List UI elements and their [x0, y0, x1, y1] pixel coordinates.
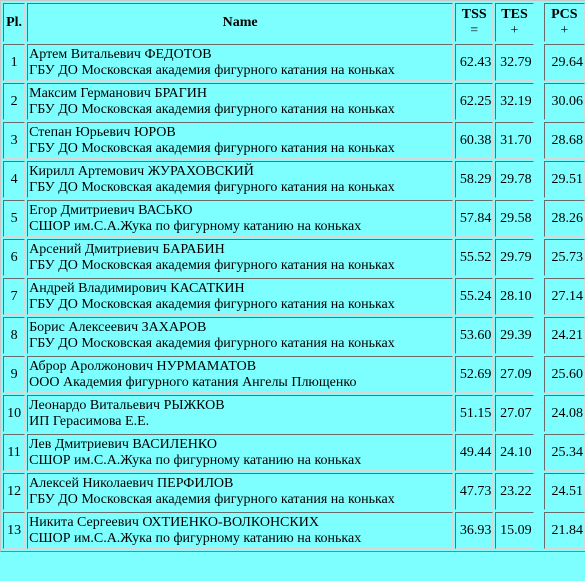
tss-cell: 36.93	[455, 512, 493, 549]
skater-cell	[27, 200, 453, 237]
column-gap	[536, 122, 542, 159]
skater-club: ГБУ ДО Московская академия фигурного катания на коньках	[29, 62, 395, 78]
table-row	[3, 512, 585, 549]
pcs-cell: 28.26	[544, 200, 585, 237]
tss-cell: 49.44	[455, 434, 493, 471]
skater-club: ГБУ ДО Московская академия фигурного катания на коньках	[29, 296, 395, 312]
tes-cell: 29.39	[495, 317, 533, 354]
skater-name: Андрей Владимирович КАСАТКИН	[29, 280, 245, 296]
tss-cell: 57.84	[455, 200, 493, 237]
tss-cell: 62.43	[455, 44, 493, 81]
header-tes-label: TES	[501, 6, 528, 22]
place-cell: 7	[3, 278, 25, 315]
pcs-cell: 25.60	[544, 356, 585, 393]
place-cell: 12	[3, 473, 25, 510]
column-gap	[536, 278, 542, 315]
tes-cell: 27.09	[495, 356, 533, 393]
tes-cell: 24.10	[495, 434, 533, 471]
table-row	[3, 356, 585, 393]
place-cell: 3	[3, 122, 25, 159]
skater-name: Никита Сергеевич ОХТИЕНКО-ВОЛКОНСКИХ	[29, 514, 319, 530]
column-gap	[536, 317, 542, 354]
tes-cell: 15.09	[495, 512, 533, 549]
header-name: Name	[27, 3, 453, 42]
skater-cell	[27, 395, 453, 432]
tss-cell: 58.29	[455, 161, 493, 198]
header-tes	[495, 3, 533, 42]
tss-cell: 51.15	[455, 395, 493, 432]
skater-cell	[27, 161, 453, 198]
skater-club: ГБУ ДО Московская академия фигурного катания на коньках	[29, 491, 395, 507]
header-pcs-sign: +	[560, 22, 569, 38]
skater-cell	[27, 356, 453, 393]
place-cell: 8	[3, 317, 25, 354]
table-row	[3, 395, 585, 432]
skater-cell	[27, 44, 453, 81]
tss-cell: 52.69	[455, 356, 493, 393]
tes-cell: 29.78	[495, 161, 533, 198]
tss-cell: 53.60	[455, 317, 493, 354]
tss-cell: 47.73	[455, 473, 493, 510]
table-row	[3, 278, 585, 315]
skater-club: СШОР им.С.А.Жука по фигурному катанию на коньках	[29, 452, 362, 468]
pcs-cell: 25.73	[544, 239, 585, 276]
pcs-cell: 24.21	[544, 317, 585, 354]
skater-cell	[27, 512, 453, 549]
header-tss-label: TSS	[461, 6, 487, 22]
place-cell: 9	[3, 356, 25, 393]
column-gap	[536, 200, 542, 237]
skater-club: ГБУ ДО Московская академия фигурного катания на коньках	[29, 179, 395, 195]
pcs-cell: 28.68	[544, 122, 585, 159]
header-pcs-label: PCS	[551, 6, 578, 22]
pcs-cell: 24.08	[544, 395, 585, 432]
header-tss	[455, 3, 493, 42]
tes-cell: 31.70	[495, 122, 533, 159]
column-gap	[536, 512, 542, 549]
tss-cell: 55.52	[455, 239, 493, 276]
pcs-cell: 29.51	[544, 161, 585, 198]
tss-cell: 62.25	[455, 83, 493, 120]
skater-club: ГБУ ДО Московская академия фигурного катания на коньках	[29, 335, 395, 351]
tes-cell: 29.79	[495, 239, 533, 276]
skater-club: ГБУ ДО Московская академия фигурного катания на коньках	[29, 101, 395, 117]
skater-name: Лев Дмитриевич ВАСИЛЕНКО	[29, 436, 217, 452]
skater-name: Егор Дмитриевич ВАСЬКО	[29, 202, 193, 218]
skater-name: Леонардо Витальевич РЫЖКОВ	[29, 397, 225, 413]
skater-name: Аброр Аролжонович НУРМАМАТОВ	[29, 358, 257, 374]
column-gap	[536, 395, 542, 432]
table-row	[3, 239, 585, 276]
table-row	[3, 200, 585, 237]
skater-cell	[27, 434, 453, 471]
skater-name: Максим Германович БРАГИН	[29, 85, 207, 101]
skater-cell	[27, 239, 453, 276]
place-cell: 11	[3, 434, 25, 471]
place-cell: 13	[3, 512, 25, 549]
place-cell: 2	[3, 83, 25, 120]
place-cell: 1	[3, 44, 25, 81]
column-gap	[536, 161, 542, 198]
skater-name: Арсений Дмитриевич БАРАБИН	[29, 241, 225, 257]
skater-cell	[27, 278, 453, 315]
table-row	[3, 161, 585, 198]
tss-cell: 60.38	[455, 122, 493, 159]
column-gap	[536, 3, 542, 42]
skater-name: Кирилл Артемович ЖУРАХОВСКИЙ	[29, 163, 254, 179]
skater-club: ГБУ ДО Московская академия фигурного катания на коньках	[29, 257, 395, 273]
column-gap	[536, 473, 542, 510]
skater-cell	[27, 317, 453, 354]
place-cell: 10	[3, 395, 25, 432]
header-pl: Pl.	[3, 3, 25, 42]
skater-cell	[27, 122, 453, 159]
pcs-cell: 25.34	[544, 434, 585, 471]
tss-cell: 55.24	[455, 278, 493, 315]
skater-cell	[27, 473, 453, 510]
skater-club: ИП Герасимова Е.Е.	[29, 413, 150, 429]
tes-cell: 23.22	[495, 473, 533, 510]
skater-name: Степан Юрьевич ЮРОВ	[29, 124, 176, 140]
skater-name: Алексей Николаевич ПЕРФИЛОВ	[29, 475, 234, 491]
place-cell: 4	[3, 161, 25, 198]
pcs-cell: 24.51	[544, 473, 585, 510]
tes-cell: 32.19	[495, 83, 533, 120]
tes-cell: 32.79	[495, 44, 533, 81]
skater-club: ГБУ ДО Московская академия фигурного катания на коньках	[29, 140, 395, 156]
place-cell: 6	[3, 239, 25, 276]
table-row	[3, 83, 585, 120]
header-row	[3, 3, 585, 42]
column-gap	[536, 434, 542, 471]
tes-cell: 27.07	[495, 395, 533, 432]
skater-name: Артем Витальевич ФЕДОТОВ	[29, 46, 212, 62]
skater-name: Борис Алексеевич ЗАХАРОВ	[29, 319, 207, 335]
skater-club: СШОР им.С.А.Жука по фигурному катанию на коньках	[29, 218, 362, 234]
column-gap	[536, 44, 542, 81]
place-cell: 5	[3, 200, 25, 237]
table-row	[3, 317, 585, 354]
pcs-cell: 29.64	[544, 44, 585, 81]
pcs-cell: 21.84	[544, 512, 585, 549]
table-row	[3, 473, 585, 510]
column-gap	[536, 239, 542, 276]
pcs-cell: 27.14	[544, 278, 585, 315]
table-row	[3, 434, 585, 471]
table-row	[3, 44, 585, 81]
tes-cell: 29.58	[495, 200, 533, 237]
header-tes-sign: +	[510, 22, 519, 38]
header-pcs	[544, 3, 585, 42]
pcs-cell: 30.06	[544, 83, 585, 120]
header-tss-sign: =	[470, 22, 479, 38]
skater-club: ООО Академия фигурного катания Ангелы Плющенко	[29, 374, 357, 390]
skater-cell	[27, 83, 453, 120]
table-row	[3, 122, 585, 159]
tes-cell: 28.10	[495, 278, 533, 315]
column-gap	[536, 83, 542, 120]
skater-club: СШОР им.С.А.Жука по фигурному катанию на коньках	[29, 530, 362, 546]
column-gap	[536, 356, 542, 393]
